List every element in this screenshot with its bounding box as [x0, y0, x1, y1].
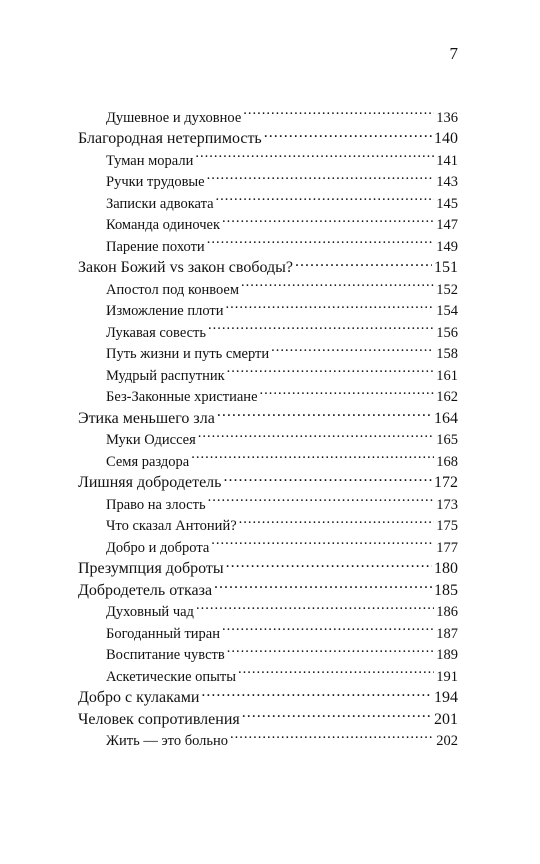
toc-entry-page: 136 — [436, 109, 458, 126]
toc-entry-title: Муки Одиссея — [106, 432, 196, 448]
toc-entry-page: 173 — [436, 496, 458, 513]
toc-entry-title: Семя раздора — [106, 453, 190, 470]
toc-dot-leader — [207, 165, 435, 187]
toc-dot-leader — [230, 724, 434, 746]
toc-entry-title: Путь жизни и путь смерти — [106, 346, 270, 362]
toc-dot-leader — [217, 401, 432, 423]
toc-dot-leader — [227, 358, 435, 380]
toc-dot-leader — [214, 573, 432, 595]
toc-entry-page: 175 — [436, 518, 458, 534]
toc-dot-leader — [243, 100, 434, 122]
toc-entry-page: 185 — [434, 581, 458, 599]
toc-entry-page: 202 — [436, 733, 458, 749]
toc-entry-page: 187 — [436, 625, 458, 642]
toc-entry-page: 165 — [436, 432, 458, 448]
toc-dot-leader — [260, 380, 435, 402]
toc-entry-title: Добродетель отказа — [78, 581, 213, 599]
toc-dot-leader — [225, 294, 434, 316]
toc-entry-page: 154 — [436, 303, 458, 319]
toc-dot-leader — [223, 466, 432, 488]
toc-entry-page: 140 — [434, 130, 458, 147]
toc-entry-title: Команда одиночек — [106, 217, 221, 233]
toc-entry-page: 194 — [434, 689, 458, 706]
toc-dot-leader — [208, 315, 434, 337]
toc-entry-page: 186 — [436, 604, 458, 620]
toc-dot-leader — [264, 122, 432, 144]
toc-entry-page: 164 — [434, 409, 458, 427]
toc-dot-leader — [216, 186, 435, 208]
toc-entry-page: 168 — [436, 453, 458, 470]
toc-entry-title: Добро и доброта — [106, 539, 210, 556]
toc-dot-leader — [191, 444, 434, 466]
toc-entry-title: Апостол под конвоем — [106, 281, 240, 298]
toc-entry-title: Изможление плоти — [106, 303, 224, 319]
toc-entry-title: Воспитание чувств — [106, 647, 225, 663]
toc-entry-page: 189 — [436, 647, 458, 663]
toc-entry-title: Аскетические опыты — [106, 668, 236, 685]
toc-entry-title: Лишняя добродетель — [78, 474, 222, 491]
toc-entry-title: Духовный чад — [106, 604, 194, 620]
toc-entry-title: Мудрый распутник — [106, 367, 225, 384]
toc-dot-leader — [227, 638, 435, 660]
toc-dot-leader — [198, 423, 434, 445]
toc-entry-title: Парение похоти — [106, 238, 205, 255]
toc-dot-leader — [201, 681, 432, 703]
toc-dot-leader — [208, 487, 435, 509]
toc-entry-page: 141 — [436, 152, 458, 169]
toc-entry-title: Этика меньшего зла — [78, 409, 215, 427]
toc-entry-title: Без-Законные христиане — [106, 389, 258, 405]
toc-entry-page: 143 — [436, 174, 458, 190]
toc-entry-page: 177 — [436, 539, 458, 556]
toc-dot-leader — [238, 659, 434, 681]
toc-entry-title: Записки адвоката — [106, 195, 214, 212]
toc-entry-page: 162 — [436, 389, 458, 405]
toc-dot-leader — [239, 509, 435, 531]
toc-entry-title: Ручки трудовые — [106, 174, 205, 190]
toc-entry-title: Душевное и духовное — [106, 109, 242, 126]
toc-dot-leader — [211, 530, 434, 552]
toc-entry-title: Что сказал Антоний? — [106, 518, 237, 534]
toc-entry-page: 172 — [434, 474, 458, 491]
toc-entry-title: Закон Божий vs закон свободы? — [78, 259, 293, 276]
toc-entry-page: 191 — [436, 668, 458, 685]
toc-entry-page: 156 — [436, 324, 458, 341]
table-of-contents — [78, 100, 458, 749]
toc-entry-title: Благородная нетерпимость — [78, 130, 262, 147]
toc-entry-title: Презумпция доброты — [78, 560, 224, 577]
toc-dot-leader — [242, 702, 432, 724]
toc-entry-page: 149 — [436, 238, 458, 255]
toc-entry-page: 145 — [436, 195, 458, 212]
toc-entry-title: Туман морали — [106, 152, 194, 169]
toc-entry-title: Жить — это больно — [106, 733, 228, 749]
toc-entry-page: 151 — [434, 259, 458, 276]
toc-entry-title: Право на злость — [106, 496, 206, 513]
toc-entry-title: Богоданный тиран — [106, 625, 220, 642]
toc-dot-leader — [222, 616, 434, 638]
toc-dot-leader — [196, 595, 434, 617]
toc-dot-leader — [241, 272, 434, 294]
toc-entry-title: Человек сопротивления — [78, 710, 240, 728]
toc-entry-page: 147 — [436, 217, 458, 233]
toc-entry-title: Лукавая совесть — [106, 324, 206, 341]
page-number: 7 — [449, 44, 458, 63]
toc-dot-leader — [226, 552, 432, 574]
toc-entry-page: 158 — [436, 346, 458, 362]
toc-entry-page: 201 — [434, 710, 458, 728]
toc-entry-page: 180 — [434, 560, 458, 577]
toc-dot-leader — [222, 208, 434, 230]
toc-dot-leader — [195, 143, 434, 165]
toc-entry-page: 161 — [436, 367, 458, 384]
toc-dot-leader — [207, 229, 435, 251]
toc-dot-leader — [271, 337, 434, 359]
toc-dot-leader — [295, 251, 432, 273]
toc-section-entry — [78, 100, 458, 126]
toc-entry-page: 152 — [436, 281, 458, 298]
toc-entry-title: Добро с кулаками — [78, 689, 200, 706]
